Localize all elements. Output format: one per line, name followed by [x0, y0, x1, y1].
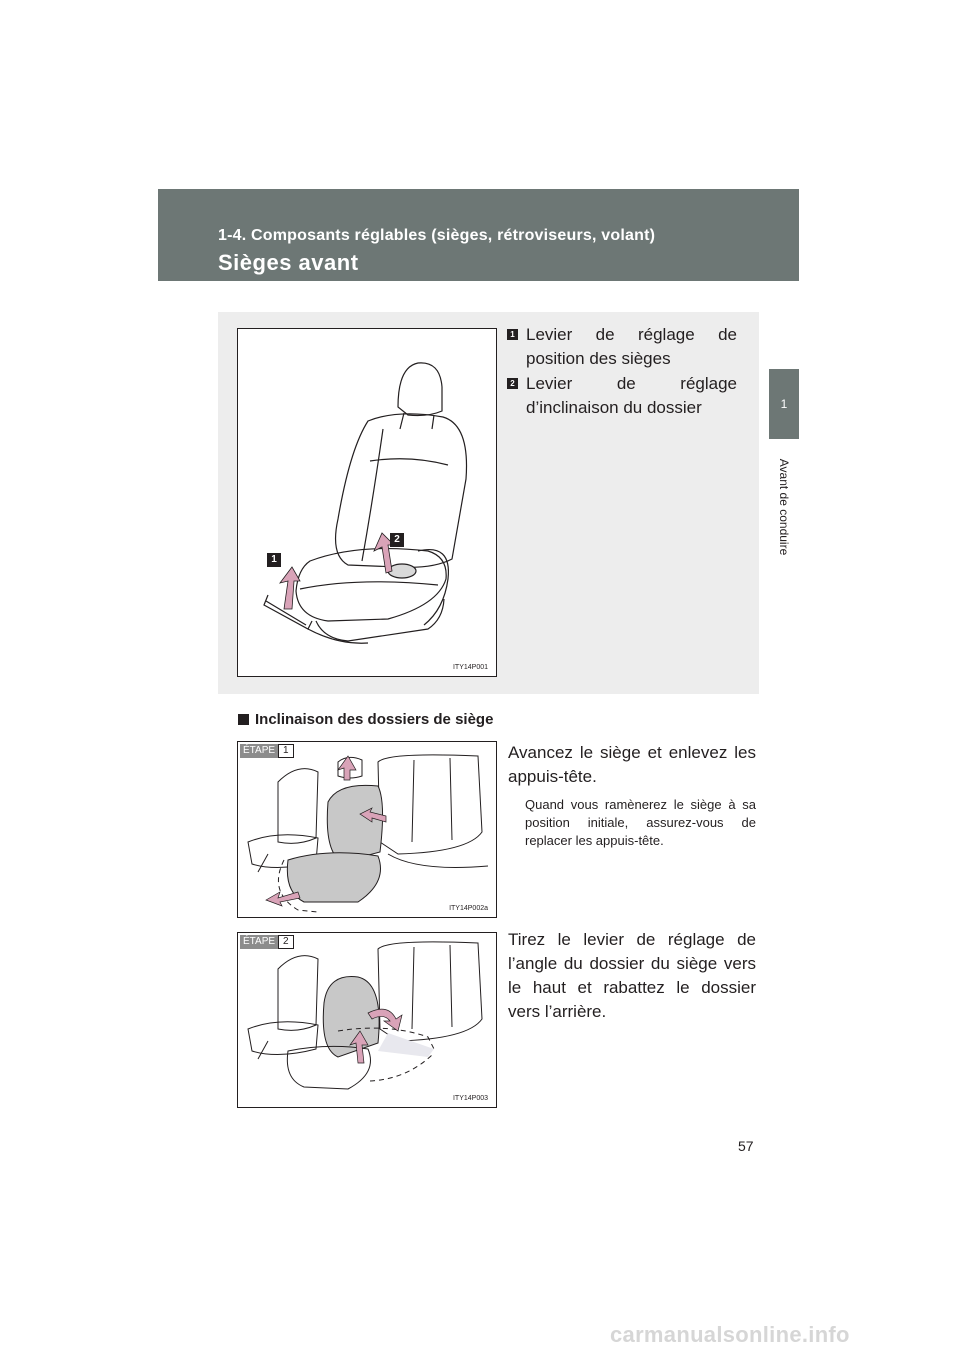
page-number: 57 — [738, 1138, 754, 1154]
subsection-heading — [238, 711, 493, 728]
subsection-title: Inclinaison des dossiers de siège — [255, 711, 494, 728]
step-number: 1 — [278, 744, 294, 758]
marker-1: 1 — [507, 329, 518, 340]
figure-code: ITY14P002a — [449, 905, 488, 912]
step-number: 2 — [278, 935, 294, 949]
step2-text: Tirez le levier de réglage de l’angle du dossier du siège vers le haut et rabattez le dossier vers l’arrière. — [508, 930, 756, 1021]
chapter-label-text: Avant de conduire — [777, 458, 791, 556]
chapter-header — [158, 189, 799, 281]
chapter-tab[interactable]: 1 — [769, 369, 799, 439]
step2-figure — [237, 932, 497, 1108]
seat-figure — [237, 328, 497, 677]
figure-code: ITY14P001 — [452, 664, 488, 671]
step2-illustration — [238, 933, 496, 1107]
step1-figure — [237, 741, 497, 918]
seat-illustration — [238, 329, 496, 676]
section-heading: 1-4. Composants réglables (sièges, rétroviseurs, volant) — [218, 227, 656, 244]
page-title: Sièges avant — [218, 250, 359, 275]
marker-2: 2 — [507, 378, 518, 389]
step-label: ÉTAPE — [240, 935, 278, 949]
chapter-label — [770, 448, 798, 568]
watermark: carmanualsonline.info — [610, 1322, 850, 1347]
list-item — [507, 372, 737, 420]
item-text: Levier de réglage de position des sièges — [526, 325, 737, 368]
step1-illustration — [238, 742, 496, 917]
list-item — [507, 323, 737, 371]
figure-code: ITY14P003 — [452, 1095, 488, 1102]
step-label: ÉTAPE — [240, 744, 278, 758]
callout-1: 1 — [267, 553, 281, 567]
item-text: Levier de réglage d’inclinaison du dossier — [526, 374, 737, 417]
step2-tag — [240, 935, 294, 949]
step1-tag — [240, 744, 294, 758]
step1-note: Quand vous ramènerez le siège à sa position initiale, assurez-vous de replacer les appuis-tête. — [525, 797, 756, 848]
callout-2: 2 — [390, 533, 404, 547]
step1-text: Avancez le siège et enlevez les appuis-tête. — [508, 743, 756, 786]
bullet-square — [238, 714, 249, 725]
